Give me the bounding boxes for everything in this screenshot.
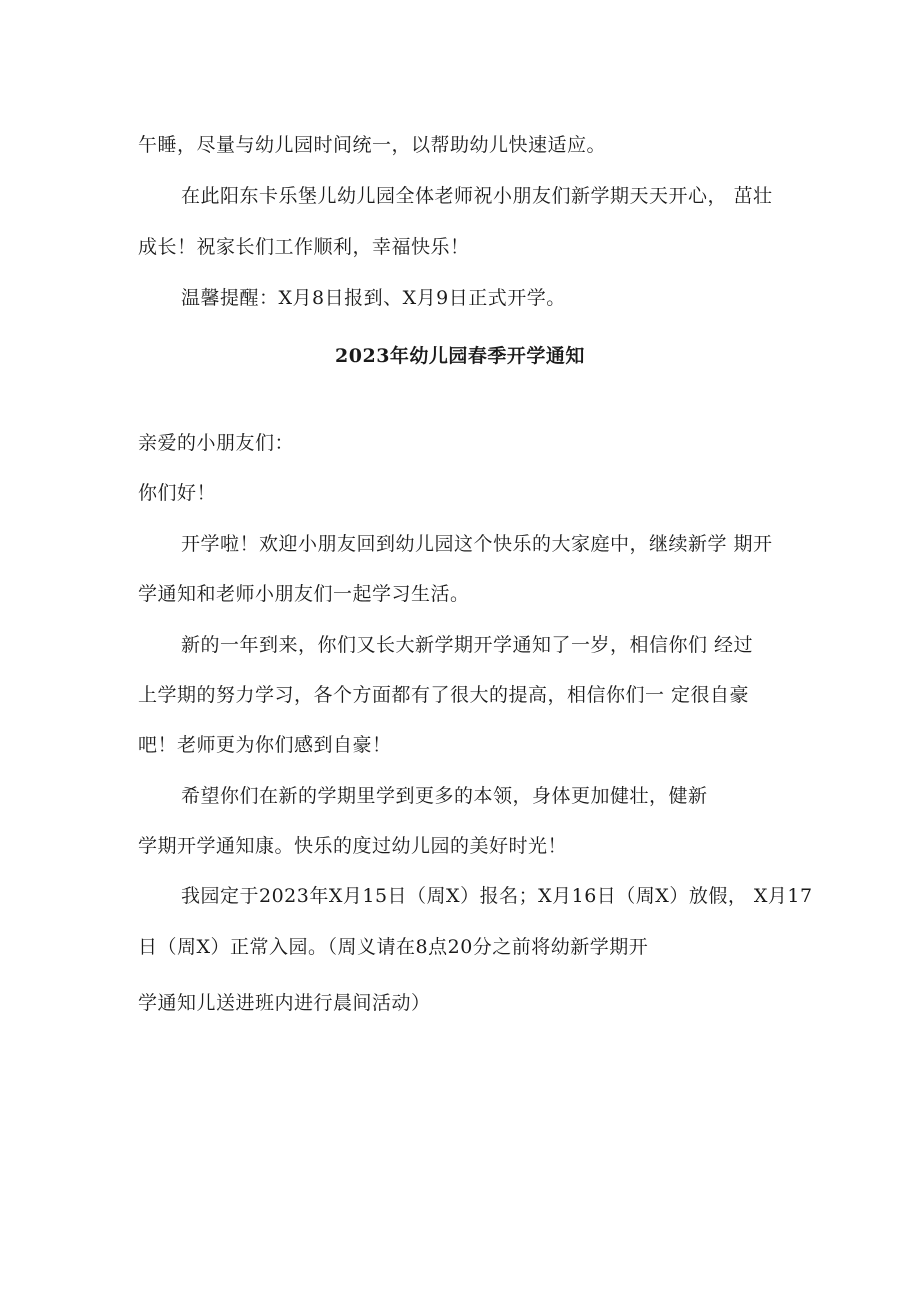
- reminder-line: 温馨提醒：X月8日报到、X月9日正式开学。: [181, 287, 566, 309]
- paragraph-line: 希望你们在新的学期里学到更多的本领，身体更加健壮，健新: [181, 785, 708, 807]
- paragraph-line: 新的一年到来，你们又长大新学期开学通知了一岁，相信你们 经过: [181, 634, 754, 656]
- paragraph-line: 学期开学通知康。快乐的度过幼儿园的美好时光！: [138, 835, 568, 857]
- paragraph-line: 开学啦！欢迎小朋友回到幼儿园这个快乐的大家庭中，继续新学 期开: [181, 533, 773, 555]
- paragraph-line: 日（周X）正常入园。（周义请在8点20分之前将幼新学期开: [138, 936, 649, 958]
- greeting: 你们好！: [138, 482, 217, 504]
- wish-paragraph-line: 成长！祝家长们工作顺利，幸福快乐！: [138, 236, 470, 258]
- continuation-line: 午睡，尽量与幼儿园时间统一，以帮助幼儿快速适应。: [138, 134, 607, 156]
- notice-title: 2023年幼儿园春季开学通知: [335, 345, 585, 367]
- paragraph-line: 学通知和老师小朋友们一起学习生活。: [138, 583, 470, 605]
- salutation: 亲爱的小朋友们：: [138, 432, 295, 454]
- paragraph-line: 吧！老师更为你们感到自豪！: [138, 734, 392, 756]
- paragraph-line: 学通知儿送进班内进行晨间活动）: [138, 992, 431, 1014]
- wish-paragraph-line: 在此阳东卡乐堡儿幼儿园全体老师祝小朋友们新学期天天开心， 茁壮: [181, 185, 773, 207]
- paragraph-line: 上学期的努力学习，各个方面都有了很大的提高，相信你们一 定很自豪: [138, 684, 750, 706]
- paragraph-line: 我园定于2023年X月15日（周X）报名；X月16日（周X）放假， X月17: [181, 885, 813, 907]
